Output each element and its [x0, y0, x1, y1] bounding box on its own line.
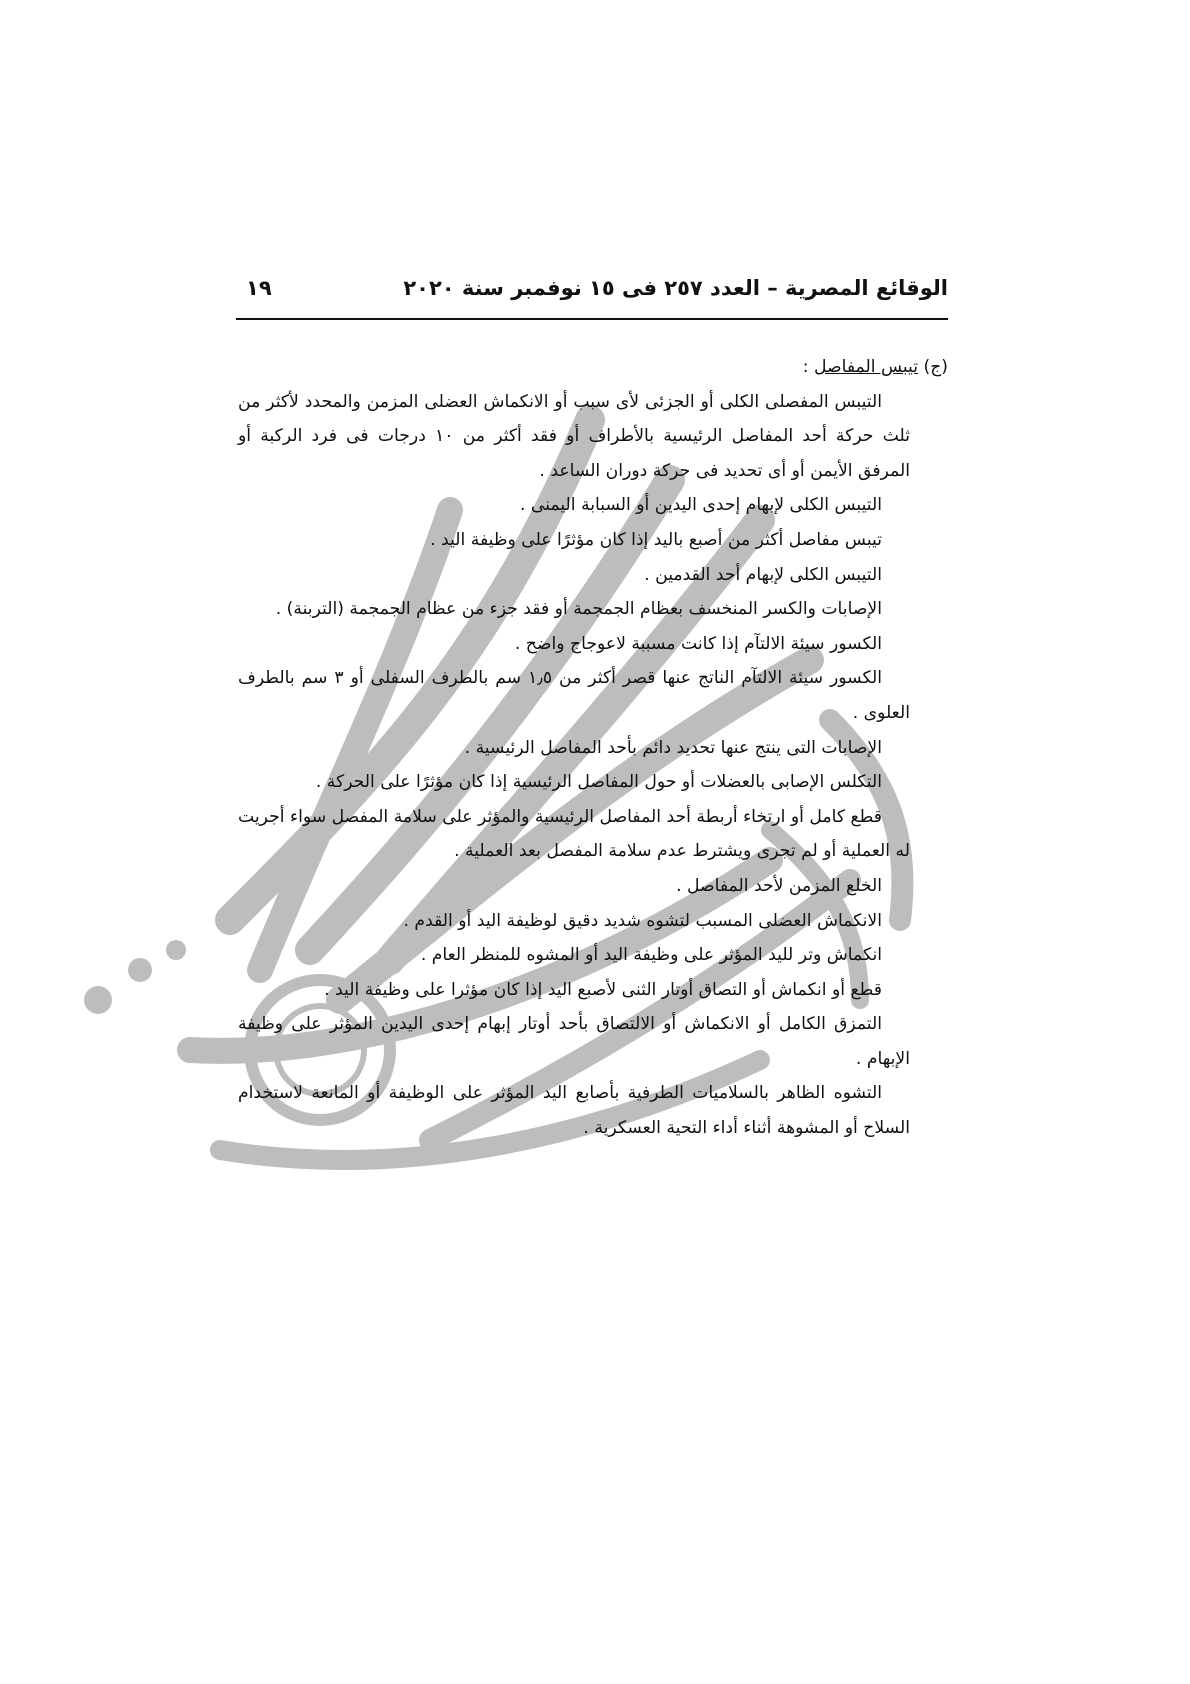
paragraph: الكسور سيئة الالتآم إذا كانت مسببة لاعوجاج واضح .	[514, 633, 882, 654]
section-prefix: (ج)	[923, 357, 948, 377]
paragraph: التشوه الظاهر بالسلاميات الطرفية بأصابع اليد المؤثر على الوظيفة أو المانعة لاستخدام السلاح أو المشوهة أثناء أداء التحية العسكرية .	[238, 1083, 910, 1139]
paragraph: التمزق الكامل أو الانكماش أو الالتصاق بأحد أوتار إبهام إحدى اليدين المؤثر على وظيفة الإبهام .	[238, 1014, 910, 1069]
paragraph: انكماش وتر لليد المؤثر على وظيفة اليد أو المشوه للمنظر العام .	[420, 945, 882, 966]
paragraph: التيبس المفصلى الكلى أو الجزئى لأى سبب أو الانكماش العضلى المزمن والمحدد لأكثر من ثلث حركة أحد المفاصل الرئيسية بالأطراف أو فقد أكثر من ١٠ درجات فى فرد الركبة أو المرفق الأيمن أو أى تحديد فى حركة دوران الساعد .	[238, 391, 910, 481]
page-number: ١٩	[246, 276, 272, 300]
section-suffix: :	[802, 357, 814, 377]
paragraph: الإصابات التى ينتج عنها تحديد دائم بأحد المفاصل الرئيسية .	[464, 737, 882, 758]
paragraph: التيبس الكلى لإبهام إحدى اليدين أو السبابة اليمنى .	[519, 495, 882, 516]
paragraph: الكسور سيئة الالتآم الناتج عنها قصر أكثر من ١٫٥ سم بالطرف السفلى أو ٣ سم بالطرف العلوى .	[238, 668, 910, 723]
publication-title: الوقائع المصرية – العدد ٢٥٧ فى ١٥ نوفمبر سنة ٢٠٢٠	[403, 276, 948, 300]
paragraph: التكلس الإصابى بالعضلات أو حول المفاصل الرئيسية إذا كان مؤثرًا على الحركة .	[315, 772, 882, 793]
paragraph: قطع كامل أو ارتخاء أربطة أحد المفاصل الرئيسية والمؤثر على سلامة المفصل سواء أجريت له العملية أو لم تجرى ويشترط عدم سلامة المفصل بعد العملية .	[238, 806, 910, 862]
document-body	[238, 350, 948, 1146]
paragraph: التيبس الكلى لإبهام أحد القدمين .	[644, 564, 882, 585]
section-heading	[238, 350, 948, 385]
paragraph: الإصابات والكسر المنخسف بعظام الجمجمة أو فقد جزء من عظام الجمجمة (التربنة) .	[275, 599, 882, 620]
page-header	[236, 276, 948, 310]
paragraph: الخلع المزمن لأحد المفاصل .	[676, 875, 882, 896]
header-rule	[236, 318, 948, 320]
section-title: تيبس المفاصل	[813, 357, 919, 377]
paragraph: تيبس مفاصل أكثر من أصبع باليد إذا كان مؤثرًا على وظيفة اليد .	[430, 529, 882, 550]
paragraph: قطع أو انكماش أو التصاق أوتار الثنى لأصبع اليد إذا كان مؤثرا على وظيفة اليد .	[324, 979, 882, 1000]
paragraph: الانكماش العضلى المسبب لتشوه شديد دقيق لوظيفة اليد أو القدم .	[403, 910, 882, 931]
